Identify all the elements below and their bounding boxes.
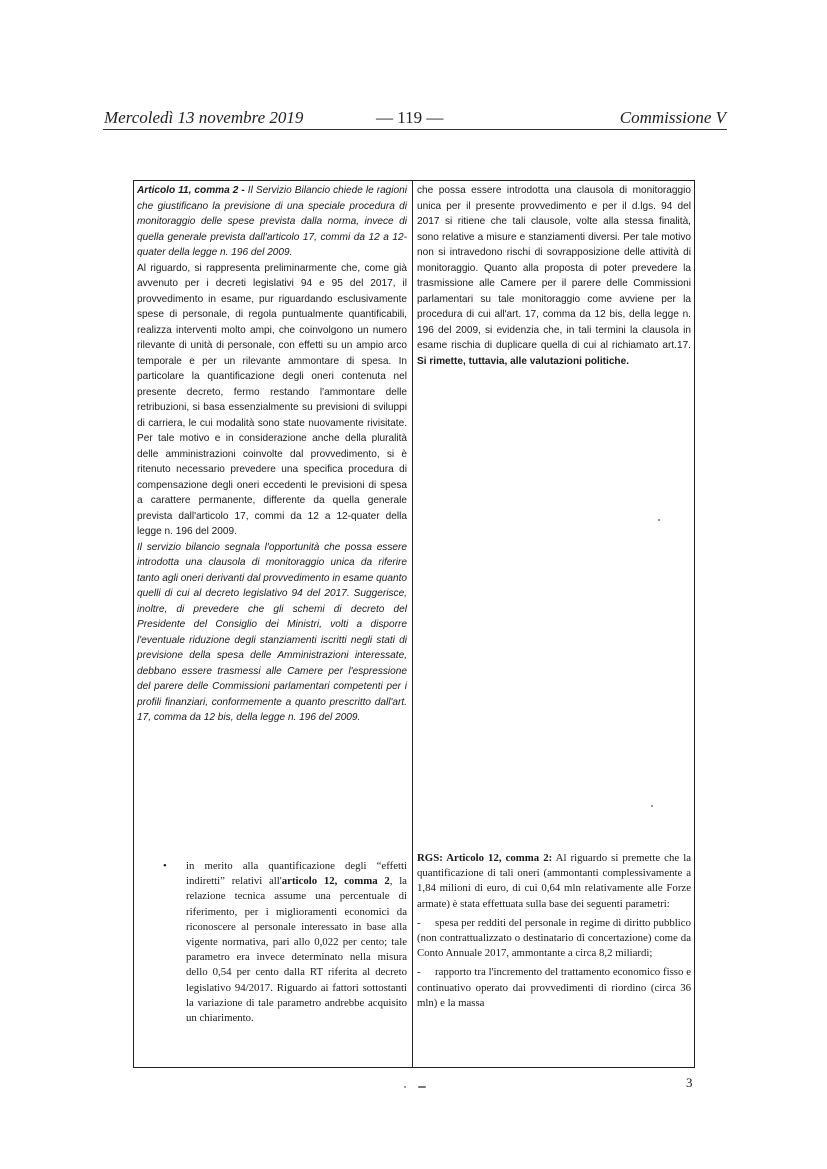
rgs-item-2 — [417, 965, 691, 1011]
dash-icon: - — [417, 966, 421, 979]
bullet-text — [186, 859, 407, 1026]
bullet-text-bold: articolo 12, comma 2 — [281, 875, 390, 888]
article-11-heading: Articolo 11, comma 2 - — [137, 185, 245, 196]
scan-speck — [404, 1086, 406, 1088]
scan-speck — [651, 805, 653, 807]
right-paragraph-1-text: che possa essere introdotta una clausola di monitoraggio unica per il presente provvedimento e per il d.lgs. 94 del 2017 si ritiene che tali clausole, volte alla stessa finalità, sono relative a misure e stanziamenti diversi. Per tale motivo non si intravedono rischi di sovrapposizione delle attività di monitoraggio. Quanto alla proposta di poter prevedere la trasmissione alle Camere per il parere delle Commissioni parlamentari su tale monitoraggio come avviene per la procedura di cui all'art. 17, comma da 12 bis, della legge n. 196 del 2009, si evidenzia che, in tali termini la clausola in esame rischia di duplicare quella di cui al richiamato art.17. — [417, 185, 691, 351]
bullet-text-part-2: , la relazione tecnica assume una percentuale di riferimento, per i miglioramenti economici da riconoscere al personale interessato in base alla vigente normativa, pari allo 0,022 per cento; tale parametro era invece determinato nella misura dello 0,54 per cento dalla RT riferita al decreto legislativo 94/2017. Riguardo ai fattori sottostanti la variazione di tale parametro andrebbe acquisito un chiarimento. — [186, 875, 407, 1025]
rgs-item-1 — [417, 916, 691, 962]
left-column — [137, 183, 407, 726]
scan-speck — [658, 519, 660, 521]
article-11-request: Il Servizio Bilancio chiede le ragioni che giustificano la previsione di una speciale procedura di monitoraggio delle spese prevista dalla norma, invece di quella generale prevista dall'articolo 17, commi da 12 a 12-quater della legge n. 196 del 2009. — [137, 185, 408, 258]
left-paragraph-2: Al riguardo, si rappresenta preliminarmente che, come già avvenuto per i decreti legislativi 94 e 95 del 2017, il provvedimento in esame, pur riguardando esclusivamente spese di personale, di regola puntualmente quantificabili, realizza interventi molto ampi, che coinvolgono un numero rilevante di unità di personale, con effetti su un ampio arco temporale e per un rilevante ammontare di spesa. In particolare la quantificazione degli oneri contenuta nel presente decreto, fermo restando l'ammontare delle retribuzioni, si basa essenzialmente su previsioni di sviluppi di carriera, le cui modalità sono state nuovamente rivisitate. Per tale motivo e in considerazione anche della pluralità delle amministrazioni coinvolte dal provvedimento, si è ritenuto necessario prevedere una specifica procedura di compensazione degli oneri eccedenti le previsioni di spesa a carattere permanente, differente da quella generale prevista dall'articolo 17, commi da 12 a 12-quater della legge n. 196 del 2009. — [137, 262, 407, 537]
comparison-table — [133, 180, 695, 1068]
left-paragraph-1 — [137, 183, 407, 261]
right-paragraph-1 — [417, 183, 691, 369]
column-divider — [412, 181, 413, 1067]
right-paragraph-1-bold: Si rimette, tuttavia, alle valutazioni politiche. — [417, 355, 630, 367]
bullet-text-part-1: in merito alla quantificazione degli “effetti indiretti” relativi all' — [186, 860, 407, 888]
dash-icon: - — [417, 916, 421, 929]
header-rule — [103, 129, 727, 130]
rgs-heading: RGS: Articolo 12, comma 2: — [417, 852, 553, 864]
left-bullet-item — [137, 859, 407, 1026]
header-commission: Commissione V — [619, 108, 726, 127]
bullet-icon: • — [163, 860, 167, 872]
rgs-item-2-text: rapporto tra l'incremento del trattamento economico fisso e continuativo operato dai provvedimenti di riordino (circa 36 mln) e la massa — [417, 966, 691, 1009]
rgs-text: Al riguardo si premette che la quantificazione di tali oneri (ammontanti complessivamente a 1,84 milioni di euro, di cui 0,64 mln relativamente alle Forze armate) è stata effettuata sulla base dei seguenti parametri: — [417, 852, 691, 910]
rgs-intro — [417, 851, 691, 912]
rgs-item-1-text: spesa per redditi del personale in regime di diritto pubblico (non contrattualizzato o destinatario di concertazione) come da Conto Annuale 2017, ammontante a circa 8,2 miliardi; — [417, 916, 691, 960]
right-column — [417, 183, 691, 369]
scan-speck — [418, 1086, 426, 1088]
rgs-block — [417, 851, 691, 1015]
left-paragraph-3: Il servizio bilancio segnala l'opportunità che possa essere introdotta una clausola di monitoraggio unica da riferire tanto agli oneri derivanti dal provvedimento in esame quanto quelli di cui al decreto legislativo 94 del 2017. Suggerisce, inoltre, di prevedere che gli schemi di decreto del Presidente del Consiglio dei Ministri, volti a disporre l'eventuale riduzione degli stanziamenti iscritti negli stati di previsione della spesa delle Amministrazioni interessate, debbano essere trasmessi alle Camere per l'espressione del parere delle Commissioni parlamentari competenti per i profili finanziari, conformemente a quanto prescritto dall'art. 17, comma da 12 bis, della legge n. 196 del 2009. — [137, 541, 407, 723]
header-date: Mercoledì 13 novembre 2019 — [104, 108, 304, 127]
page-number: 3 — [686, 1075, 693, 1090]
header-page-number: — 119 — — [376, 108, 444, 127]
